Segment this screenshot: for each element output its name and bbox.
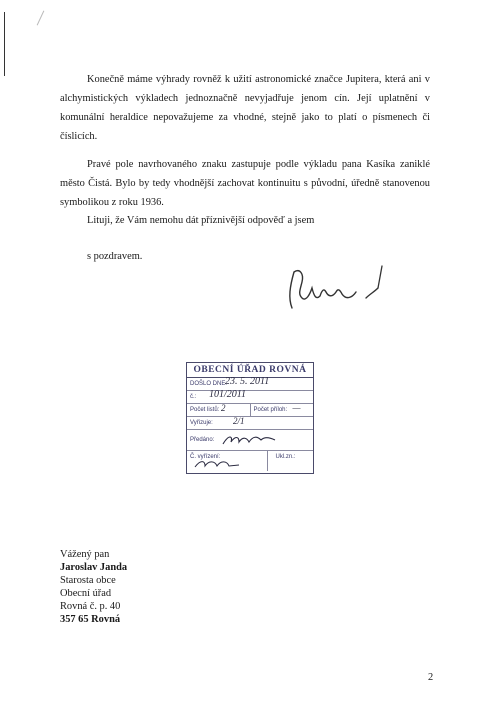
paragraph-jupiter: Konečně máme výhrady rovněž k užití astronomické značce Jupitera, která ani v alchymistických výkladech jednoznačně nevyjadřuje jenom cín. Její uplatnění v komunální heraldice nepovažujeme za vhodné, stejně jako to platí o písmenech či číslicích. [60,74,430,142]
page-number: 2 [428,672,434,683]
stamp-attachments-label: Počet příloh: [253,407,288,413]
stamp-title: OBECNÍ ÚŘAD ROVNÁ [187,363,313,378]
stamp-closed-cell [187,451,268,471]
scan-edge-line [4,12,5,76]
stamp-reference-label: č.: [190,394,197,400]
stamp-handler-value: 2/1 [233,416,245,426]
stamp-attachments-cell [251,404,314,416]
address-name: Jaroslav Janda [60,562,128,573]
stamp-handler-row [187,417,313,430]
stamp-received-row [187,378,313,391]
stamp-closed-label: Č. vyřízení: [190,454,221,460]
scan-corner-mark [37,11,45,26]
stamp-closed-signature [193,457,243,471]
paragraph-right-field: Pravé pole navrhovaného znaku zastupuje podle výkladu pana Kasíka zaniklé město Čistá. Bylo by tedy vhodnější zachovat kontinuitu s původní, úředně stanovenou symbolikou z roku 1936. [60,159,430,208]
regret-line: Lituji, že Vám nemohu dát příznivější odpověď a jsem [87,215,315,226]
closing-line: s pozdravem. [87,251,143,262]
stamp-received-label: DOŠLO DNE: [190,381,228,387]
stamp-reference-value: 101/2011 [209,389,247,400]
address-salutation: Vážený pan [60,549,110,560]
stamp-handler-label: Vyřizuje: [190,420,213,426]
stamp-initials-signature [219,432,279,448]
handwritten-signature [280,258,400,318]
address-street: Rovná č. p. 40 [60,601,121,612]
stamp-sheets-label: Počet listů: [190,407,220,413]
stamp-forwarded-label: Předáno: [190,437,215,443]
address-office: Obecní úřad [60,588,112,599]
registry-stamp [186,362,314,474]
stamp-filed-label: Ukl.zn.: [275,454,296,460]
address-city: 357 65 Rovná [60,614,121,625]
stamp-sheets-value: 2 [221,403,226,413]
recipient-address [60,548,127,626]
address-title: Starosta obce [60,575,116,586]
stamp-filed-cell [268,451,314,471]
stamp-sheets-row [187,404,313,417]
stamp-attachments-value: — [292,403,301,413]
stamp-closing-row [187,451,313,471]
stamp-received-value: 23. 5. 2011 [225,376,270,387]
